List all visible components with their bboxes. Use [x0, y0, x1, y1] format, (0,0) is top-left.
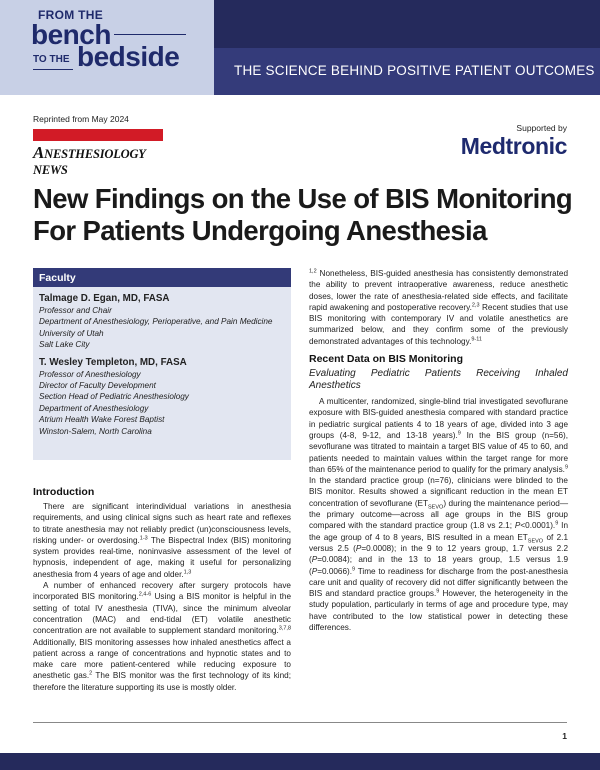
left-column [33, 486, 291, 693]
faculty-role: Director of Faculty Development [39, 381, 156, 391]
logo-wordmark [33, 143, 163, 178]
logo-to-the: TO THE [33, 54, 70, 65]
logo-from-the: FROM THE [38, 8, 104, 22]
anesthesiology-news-logo [33, 129, 163, 178]
header-tagline: THE SCIENCE BEHIND POSITIVE PATIENT OUTCOMES [234, 63, 595, 78]
logo-rule-2 [33, 69, 73, 70]
header-band [214, 0, 600, 95]
faculty-role: University of Utah [39, 328, 104, 338]
logo-bedside: bedside [77, 41, 180, 72]
faculty-heading: Faculty [33, 268, 291, 287]
logo-red-bar [33, 129, 163, 141]
faculty-role: Professor of Anesthesiology [39, 369, 141, 379]
recent-data-heading: Recent Data on BIS Monitoring [309, 353, 464, 366]
faculty-name: Talmage D. Egan, MD, FASA [39, 293, 170, 304]
intro-paragraph-2: A number of enhanced recovery after surgery protocols have incorporated BIS monitoring.$^{2,4-6}$ Using a BIS monitor is helpful in the setting of total IV anesthesia (TIVA), since the minimum alveolar concentration (MAC) and end-tidal (ET) volatile anesthetic concentration are not available to supplement standard monitoring.$^{3,7,8}$ Additionally, BIS monitoring assesses how inhaled anesthetics affect a patient across a range of concentrations and hypnotic states and to make care more patient-centered while reducing exposure to anesthetic gas.$^2$ The BIS monitor was the first technology of its kind; therefore the literature supporting its use is mostly older. [33, 581, 292, 692]
page-number: 1 [562, 731, 567, 741]
intro-paragraph-2-continued: $^{1,2}$ Nonetheless, BIS-guided anesthesia has consistently demonstrated the ability to prevent intraoperative awareness, reduce anesthetic doses, lower the rate of anesthesia-related side effects, and facilitate rapid awakening and postoperative recovery.$^{2,3}$ Recent studies that use BIS monitoring with contemporary IV and volatile anesthetics are summarized below, and they confirm some of the previously demonstrated advantages of this technology.$^{9-11}$ [309, 268, 568, 346]
faculty-role: Department of Anesthesiology, Perioperative, and Pain Medicine [39, 317, 273, 327]
logo-bench: bench [31, 19, 111, 50]
faculty-role: Winston-Salem, North Carolina [39, 426, 152, 436]
bench-to-bedside-logo [0, 0, 214, 95]
article-title: New Findings on the Use of BIS Monitoring For Patients Undergoing Anesthesia [33, 183, 573, 246]
reprint-note: Reprinted from May 2024 [33, 114, 129, 124]
faculty-name: T. Wesley Templeton, MD, FASA [39, 356, 187, 368]
faculty-role: Professor and Chair [39, 306, 112, 315]
footer-rule [33, 722, 567, 723]
logo-rule [114, 34, 186, 35]
faculty-role: Department of Anesthesiology [39, 403, 149, 413]
faculty-role: Atrium Health Wake Forest Baptist [39, 415, 165, 425]
supported-by-label: Supported by [516, 123, 567, 133]
logo-initial: A [33, 143, 45, 162]
logo-rest: NESTHESIOLOGY NEWS [33, 147, 146, 177]
right-column [309, 268, 568, 633]
recent-paragraph: A multicenter, randomized, single-blind trial investigated sevoflurane exposure with BIS-guided anesthesia compared with standard practice in pediatric surgical patients 4 to 18 years of age, divided into 3 age groups (4-8, 9-12, and 13-18 years).$^9$ In the BIS group (n=56), sevoflurane was titrated to maintain a target BIS value of 45 to 60, and patients needed to maintain values within the target range for more than 65% of the maintenance period to qualify for the primary analysis.$^9$ In the standard practice group (n=76), clinicians were blinded to the BIS monitor. Results showed a significant reduction in the mean ET concentration of sevoflurane $(ET_{SEVO})$ during the maintenance period—the primary outcome—across all age groups in the BIS group compared with the standard practice group (1.8 vs 2.1; P<0.0001).$^9$ In the age group of 4 to 8 years, BIS resulted in a mean $ET_{SEVO}$ of 2.1 versus 2.5 (P=0.0008); in the 9 to 12 years group, 1.7 versus 2.2 (P=0.0084); and in the 13 to 18 years group, 1.5 versus 1.9 (P=0.0066).$^9$ Time to readiness for discharge from the post-anesthesia care unit and quality of recovery did not differ significantly between the BIS and standard practice groups.$^9$ However, the heterogeneity in the study population, particularly in terms of age and procedure type, may have contributed to the low statistical power in detecting these differences. [309, 397, 569, 633]
footer-band [0, 753, 600, 770]
faculty-role: Salt Lake City [39, 340, 90, 350]
medtronic-logo: Medtronic [460, 133, 567, 159]
faculty-box [33, 268, 291, 460]
intro-paragraph-1: There are significant interindividual variations in anesthesia requirements, and using clinical signs such as heart rate and reflexes to titrate anesthesia may not reliably predict (un)consciousness levels, risking under- or overdosing.$^{1-3}$ The Bispectral Index (BIS) monitoring system provides real-time, noninvasive assessment of the level of hypnosis, independent of age, making it useful for personalizing anesthesia from 4 years of age and older.$^{1,3}$ [33, 502, 291, 579]
introduction-heading: Introduction [33, 486, 95, 498]
faculty-role: Section Head of Pediatric Anesthesiology [39, 392, 189, 402]
recent-data-subheading: Evaluating Pediatric Patients Receiving Inhaled Anesthetics [309, 368, 568, 392]
